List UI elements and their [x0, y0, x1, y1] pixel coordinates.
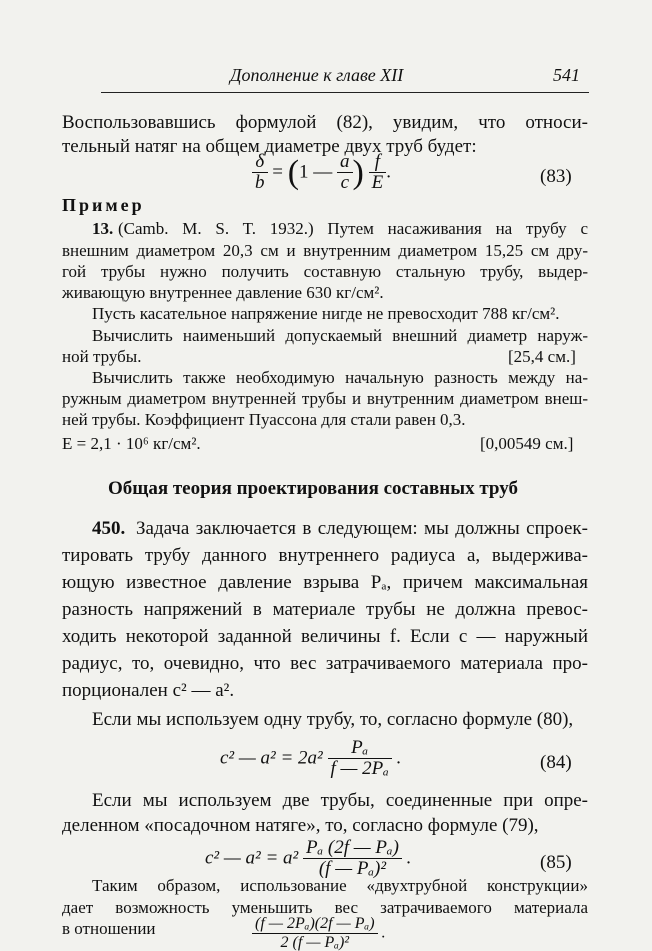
- task2-line-2: ружным диаметром внутренней трубы и внутренним диаметром внеш-: [62, 389, 588, 408]
- task-line-2: ной трубы.: [62, 347, 142, 366]
- modulus-value: E = 2,1 · 10⁶ кг/см².: [62, 434, 201, 453]
- header-rule: [101, 92, 589, 93]
- example-line-1: (Camb. M. S. T. 1932.) Путем насаживания на трубу с: [118, 219, 588, 238]
- intro-line-1: Воспользовавшись формулой (82), увидим, что относи-: [62, 112, 588, 133]
- paragraph-number: 450.: [92, 518, 126, 539]
- task2-line-3: ней трубы. Коэффициент Пуассона для стали равен 0,3.: [62, 410, 466, 429]
- equation-83-number: (83): [540, 166, 572, 187]
- answer-difference: [0,00549 см.]: [480, 434, 574, 453]
- formula-80-line: Если мы используем одну трубу, то, согласно формуле (80),: [92, 709, 574, 730]
- page-number: 541: [553, 65, 580, 85]
- intro-line-2: тельный натяг на общем диаметре двух труб будет:: [62, 136, 477, 157]
- section-line-4: разность напряжений в материале трубы не должна превос-: [62, 599, 588, 620]
- conclusion-line-1: Таким образом, использование «двухтрубной конструкции»: [92, 876, 588, 895]
- example-number: 13.: [92, 219, 114, 238]
- example-heading: Пример: [62, 195, 145, 215]
- formula-79-line-1: Если мы используем две трубы, соединенные при опре-: [92, 790, 588, 811]
- section-line-7: порционален c² — a².: [62, 680, 235, 701]
- conclusion-line-2: дает возможность уменьшить вес затрачиваемого материала: [62, 898, 588, 917]
- answer-diameter: [25,4 см.]: [508, 347, 576, 366]
- running-header: Дополнение к главе XII: [230, 65, 404, 85]
- equation-84-number: (84): [540, 752, 572, 773]
- task2-line-1: Вычислить также необходимую начальную разность между на-: [92, 368, 588, 387]
- section-line-2: тировать трубу данного внутреннего радиуса a, выдержива-: [62, 545, 588, 566]
- task-line-1: Вычислить наименьший допускаемый внешний диаметр наруж-: [92, 326, 588, 345]
- equation-85-number: (85): [540, 852, 572, 873]
- equation-84: c² — a² = 2a² $\frac{\text{Pₐ}}{\text{f — 2Pₐ}}$ .: [220, 737, 402, 779]
- section-line-6: радиус, то, очевидно, что вес затрачиваемого материала про-: [62, 653, 588, 674]
- section-line-1: Задача заключается в следующем: мы должны спроек-: [136, 518, 588, 539]
- section-title: Общая теория проектирования составных труб: [108, 478, 518, 499]
- equation-85: c² — a² = a² $\frac{\text{Pₐ (2f — Pₐ)}}{\text{(f — Pₐ)²}}$ .: [205, 837, 412, 879]
- ratio-expression: $\frac{\text{(f — 2Pₐ)(2f — Pₐ)}}{\text{2 (f — Pₐ)²}}$ .: [252, 916, 386, 951]
- section-line-3: ющую известное давление взрыва Pₐ, причем максимальная: [62, 572, 588, 593]
- formula-79-line-2: деленном «посадочном натяге», то, согласно формуле (79),: [62, 815, 539, 836]
- section-line-5: ходить некоторой заданной величины f. Если c — наружный: [62, 626, 588, 647]
- stress-condition: Пусть касательное напряжение нигде не превосходит 788 кг/см².: [92, 304, 560, 323]
- example-line-2: внешним диаметром 20,3 см и внутренним диаметром 15,25 см дру-: [62, 241, 588, 260]
- conclusion-line-3: в отношении: [62, 919, 156, 938]
- example-line-3: гой трубы нужно получить составную стальную трубу, выдер-: [62, 262, 588, 281]
- example-line-4: живающую внутреннее давление 630 кг/см².: [62, 283, 384, 302]
- equation-83: $\frac{\delta}{b}$ = (1 — $\frac{a}{c}$ ) $\frac{f}{E}$ .: [252, 152, 391, 194]
